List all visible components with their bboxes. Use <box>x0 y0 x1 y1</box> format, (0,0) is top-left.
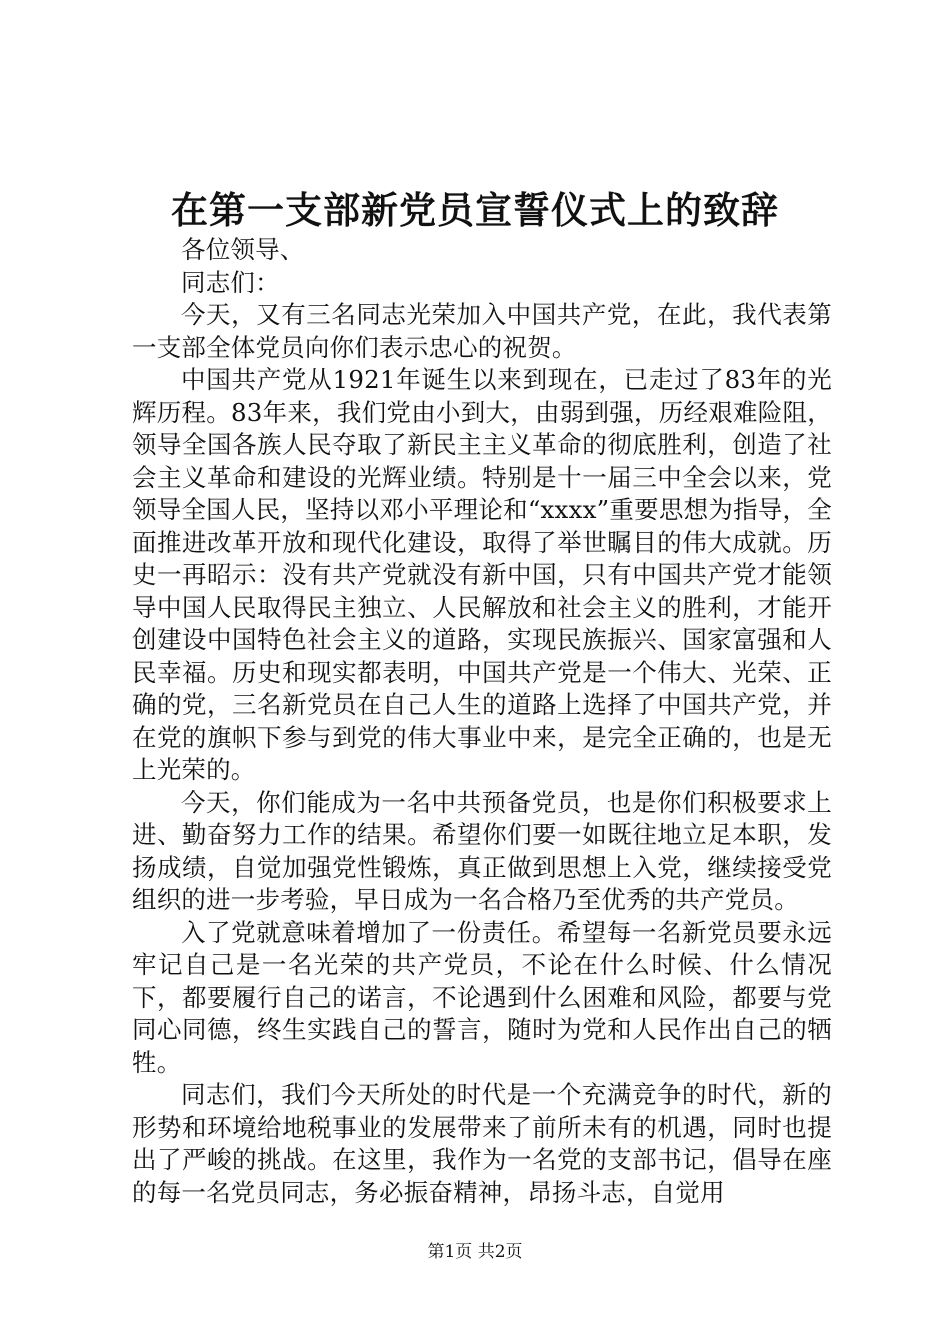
document-title: 在第一支部新党员宣誓仪式上的致辞 <box>171 188 779 232</box>
paragraph-responsibility: 入了党就意味着增加了一份责任。希望每一名新党员要永远牢记自己是一名光荣的共产党员，不论在什么时候、什么情况下，都要履行自己的诺言，不论遇到什么困难和风险，都要与党同心同德，终生实践自己的誓言，随时为党和人民作出自己的牺牲。 <box>132 917 832 1077</box>
paragraph-party-history: 中国共产党从1921年诞生以来到现在，已走过了83年的光辉历程。83年来，我们党由小到大，由弱到强，历经艰难险阻，领导全国各族人民夺取了新民主主义革命的彻底胜利，创造了社会主义革命和建设的光辉业绩。特别是十一届三中全会以来，党领导全国人民，坚持以邓小平理论和“xxxx”重要思想为指导，全面推进改革开放和现代化建设，取得了举世瞩目的伟大成就。历史一再昭示：没有共产党就没有新中国，只有中国共产党才能领导中国人民取得民主独立、人民解放和社会主义的胜利，才能开创建设中国特色社会主义的道路，实现民族振兴、国家富强和人民幸福。历史和现实都表明，中国共产党是一个伟大、光荣、正确的党，三名新党员在自己人生的道路上选择了中国共产党，并在党的旗帜下参与到党的伟大事业中来，是完全正确的，也是无上光荣的。 <box>132 365 832 784</box>
salutation-comrades: 同志们： <box>181 267 280 297</box>
document-body <box>132 234 832 1209</box>
paragraph-probationary-members: 今天，你们能成为一名中共预备党员，也是你们积极要求上进、勤奋努力工作的结果。希望你们要一如既往地立足本职，发扬成绩，自觉加强党性锻炼，真正做到思想上入党，继续接受党组织的进一步考验，早日成为一名合格乃至优秀的共产党员。 <box>132 787 832 914</box>
salutation-leaders: 各位领导、 <box>181 235 305 264</box>
paragraph-congratulations: 今天，又有三名同志光荣加入中国共产党，在此，我代表第一支部全体党员向你们表示忠心的祝贺。 <box>132 300 832 362</box>
paragraph-era-challenges: 同志们，我们今天所处的时代是一个充满竞争的时代，新的形势和环境给地税事业的发展带来了前所未有的机遇，同时也提出了严峻的挑战。在这里，我作为一名党的支部书记，倡导在座的每一名党员同志，务必振奋精神，昂扬斗志，自觉用 <box>132 1080 832 1207</box>
page-footer: 第1页 共2页 <box>427 1242 523 1262</box>
